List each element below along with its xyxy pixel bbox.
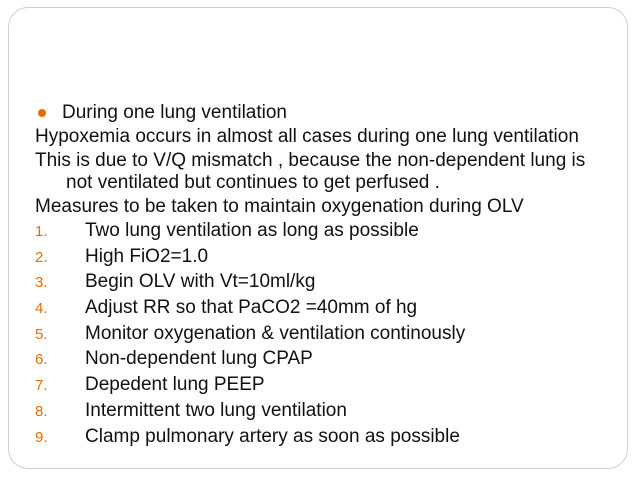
list-item <box>35 374 605 400</box>
list-item <box>35 297 605 323</box>
list-item-text: Non-dependent lung CPAP <box>85 348 313 370</box>
paragraph-measures-intro: Measures to be taken to maintain oxygenation during OLV <box>35 196 524 217</box>
slide-content <box>35 100 605 451</box>
list-item <box>35 246 605 272</box>
list-number: 9. <box>35 428 48 446</box>
list-item <box>35 271 605 297</box>
list-number: 5. <box>35 325 48 343</box>
bullet-dot-icon <box>38 109 46 117</box>
list-item-text: Intermittent two lung ventilation <box>85 399 347 421</box>
list-item <box>35 400 605 426</box>
measures-list <box>35 220 605 451</box>
list-item-text: Depedent lung PEEP <box>85 374 265 396</box>
list-number: 8. <box>35 402 48 420</box>
list-item <box>35 323 605 349</box>
list-item <box>35 348 605 374</box>
list-number: 3. <box>35 274 48 292</box>
list-item-text: High FiO2=1.0 <box>85 245 209 267</box>
list-number: 4. <box>35 300 48 318</box>
list-item <box>35 220 605 246</box>
heading-bullet-line <box>35 100 605 125</box>
list-number: 7. <box>35 377 48 395</box>
heading-bullet-text: During one lung ventilation <box>62 101 287 123</box>
paragraph-vq-mismatch: This is due to V/Q mismatch , because the non-dependent lung is not ventilated but continues to get perfused . <box>35 150 586 193</box>
list-item <box>35 426 605 452</box>
list-item-text: Adjust RR so that PaCO2 =40mm of hg <box>85 297 418 319</box>
list-item-text: Monitor oxygenation & ventilation continously <box>85 322 466 344</box>
list-item-text: Clamp pulmonary artery as soon as possible <box>85 425 460 447</box>
list-number: 1. <box>35 223 48 240</box>
list-item-text: Begin OLV with Vt=10ml/kg <box>85 271 316 293</box>
list-number: 6. <box>35 351 48 369</box>
paragraph-hypoxemia: Hypoxemia occurs in almost all cases during one lung ventilation <box>35 126 579 147</box>
list-number: 2. <box>35 248 48 266</box>
list-item-text: Two lung ventilation as long as possible <box>85 220 419 241</box>
